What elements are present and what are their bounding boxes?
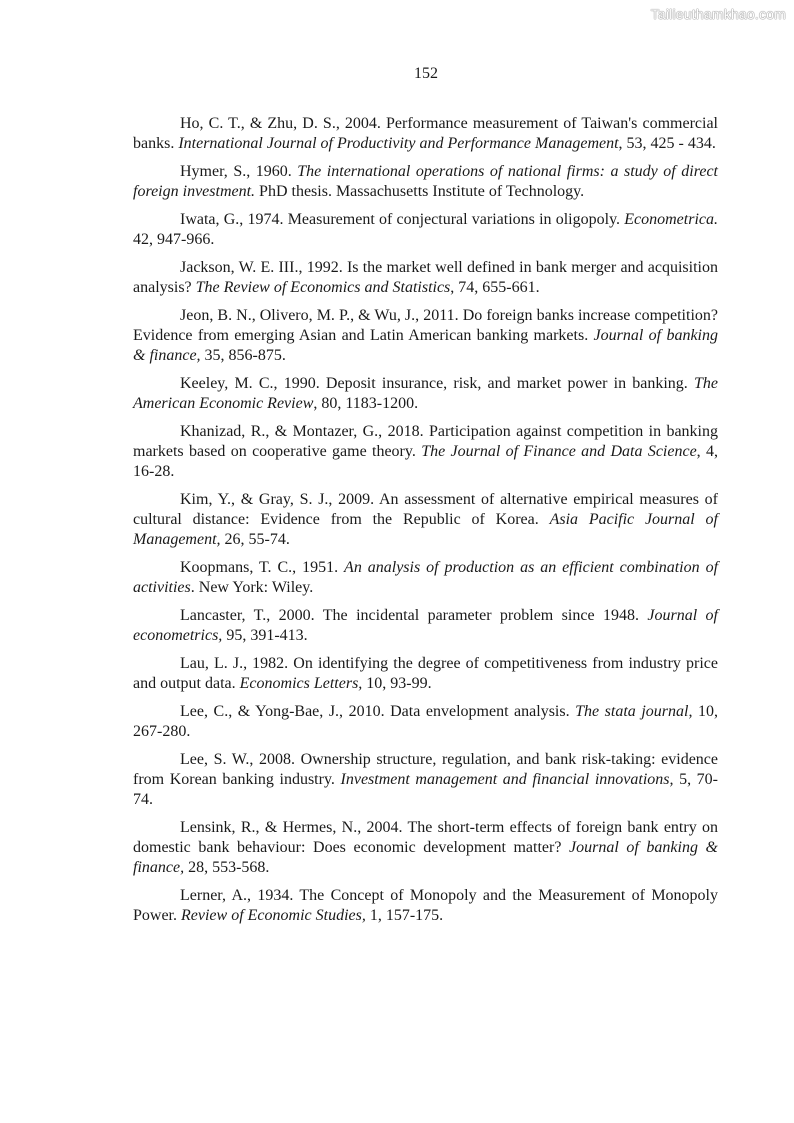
reference-source: The American Economic Review <box>133 375 718 412</box>
reference-source: Journal of banking & finance, <box>133 327 718 364</box>
reference-source: Journal of econometrics, <box>133 607 719 644</box>
reference-item <box>133 606 718 646</box>
reference-item <box>133 886 718 926</box>
reference-item <box>133 306 718 366</box>
reference-details: , 74, 655-661. <box>450 279 540 296</box>
reference-text: Lau, L. J., 1982. On identifying the degree of competitiveness from industry price and output data. <box>133 655 718 692</box>
reference-details: 95, 391-413. <box>222 627 308 644</box>
reference-text: Kim, Y., & Gray, S. J., 2009. An assessment of alternative empirical measures of cultural distance: Evidence from the Republic of Korea. <box>133 491 718 528</box>
reference-source: Economics Letters, <box>239 675 363 692</box>
reference-details: 1, 157-175. <box>365 907 444 924</box>
reference-source: Econometrica. <box>624 211 718 228</box>
reference-source: International Journal of Productivity and Performance Management <box>178 135 619 152</box>
reference-item <box>133 654 718 694</box>
reference-source: Journal of banking & finance, <box>133 839 718 876</box>
reference-item <box>133 558 718 598</box>
reference-source: The stata journal, <box>575 703 693 720</box>
reference-item <box>133 702 718 742</box>
reference-source: Review of Economic Studies, <box>181 907 366 924</box>
reference-details: , 4, 16-28. <box>133 443 719 480</box>
reference-details: 42, 947-966. <box>133 231 215 248</box>
reference-item <box>133 162 718 202</box>
reference-item <box>133 374 718 414</box>
reference-item <box>133 750 718 810</box>
reference-details: 26, 55-74. <box>220 531 290 548</box>
reference-source: Asia Pacific Journal of Management, <box>133 511 718 548</box>
reference-text: Keeley, M. C., 1990. Deposit insurance, risk, and market power in banking. <box>180 375 694 392</box>
reference-text: Lerner, A., 1934. The Concept of Monopoly and the Measurement of Monopoly Power. <box>133 887 718 924</box>
reference-text: Lensink, R., & Hermes, N., 2004. The short-term effects of foreign bank entry on domestic bank behaviour: Does economic development matter? <box>133 819 718 856</box>
reference-item <box>133 422 718 482</box>
reference-source: The Journal of Finance and Data Science <box>421 443 697 460</box>
reference-text: Jeon, B. N., Olivero, M. P., & Wu, J., 2011. Do foreign banks increase competition? Evidence from emerging Asian and Latin American banking markets. <box>133 307 718 344</box>
reference-source: The international operations of national firms: a study of direct foreign investment. <box>133 163 719 200</box>
reference-text: Koopmans, T. C., 1951. <box>180 559 345 576</box>
reference-details: . New York: Wiley. <box>190 579 314 596</box>
reference-details: 35, 856-875. <box>200 347 286 364</box>
reference-text: Lee, S. W., 2008. Ownership structure, regulation, and bank risk-taking: evidence from Korean banking industry. <box>133 751 718 788</box>
reference-list <box>133 114 718 934</box>
reference-source: Investment management and financial innovations, <box>340 771 674 788</box>
reference-text: Iwata, G., 1974. Measurement of conjectural variations in oligopoly. <box>180 211 625 228</box>
reference-source: The Review of Economics and Statistics <box>195 279 451 296</box>
reference-text: Ho, C. T., & Zhu, D. S., 2004. Performance measurement of Taiwan's commercial banks. <box>133 115 718 152</box>
watermark: Tailieuthamkhao.com <box>650 6 786 22</box>
reference-item <box>133 210 718 250</box>
reference-text: Hymer, S., 1960. <box>180 163 298 180</box>
reference-details: 28, 553-568. <box>184 859 270 876</box>
reference-text: Jackson, W. E. III., 1992. Is the market well defined in bank merger and acquisition analysis? <box>133 259 718 296</box>
reference-details: 10, 267-280. <box>133 703 719 740</box>
reference-source: An analysis of production as an efficient combination of activities <box>133 559 719 596</box>
reference-text: Lee, C., & Yong-Bae, J., 2010. Data envelopment analysis. <box>180 703 576 720</box>
page-number: 152 <box>414 65 438 82</box>
reference-text: Lancaster, T., 2000. The incidental parameter problem since 1948. <box>180 607 648 624</box>
reference-item <box>133 258 718 298</box>
reference-details: 5, 70-74. <box>133 771 719 808</box>
reference-details: , 80, 1183-1200. <box>313 395 419 412</box>
reference-item <box>133 490 718 550</box>
reference-details: PhD thesis. Massachusetts Institute of Technology. <box>255 183 585 200</box>
reference-details: 10, 93-99. <box>362 675 432 692</box>
reference-details: , 53, 425 - 434. <box>618 135 716 152</box>
reference-text: Khanizad, R., & Montazer, G., 2018. Participation against competition in banking markets based on cooperative game theory. <box>133 423 718 460</box>
reference-item <box>133 114 718 154</box>
reference-item <box>133 818 718 878</box>
